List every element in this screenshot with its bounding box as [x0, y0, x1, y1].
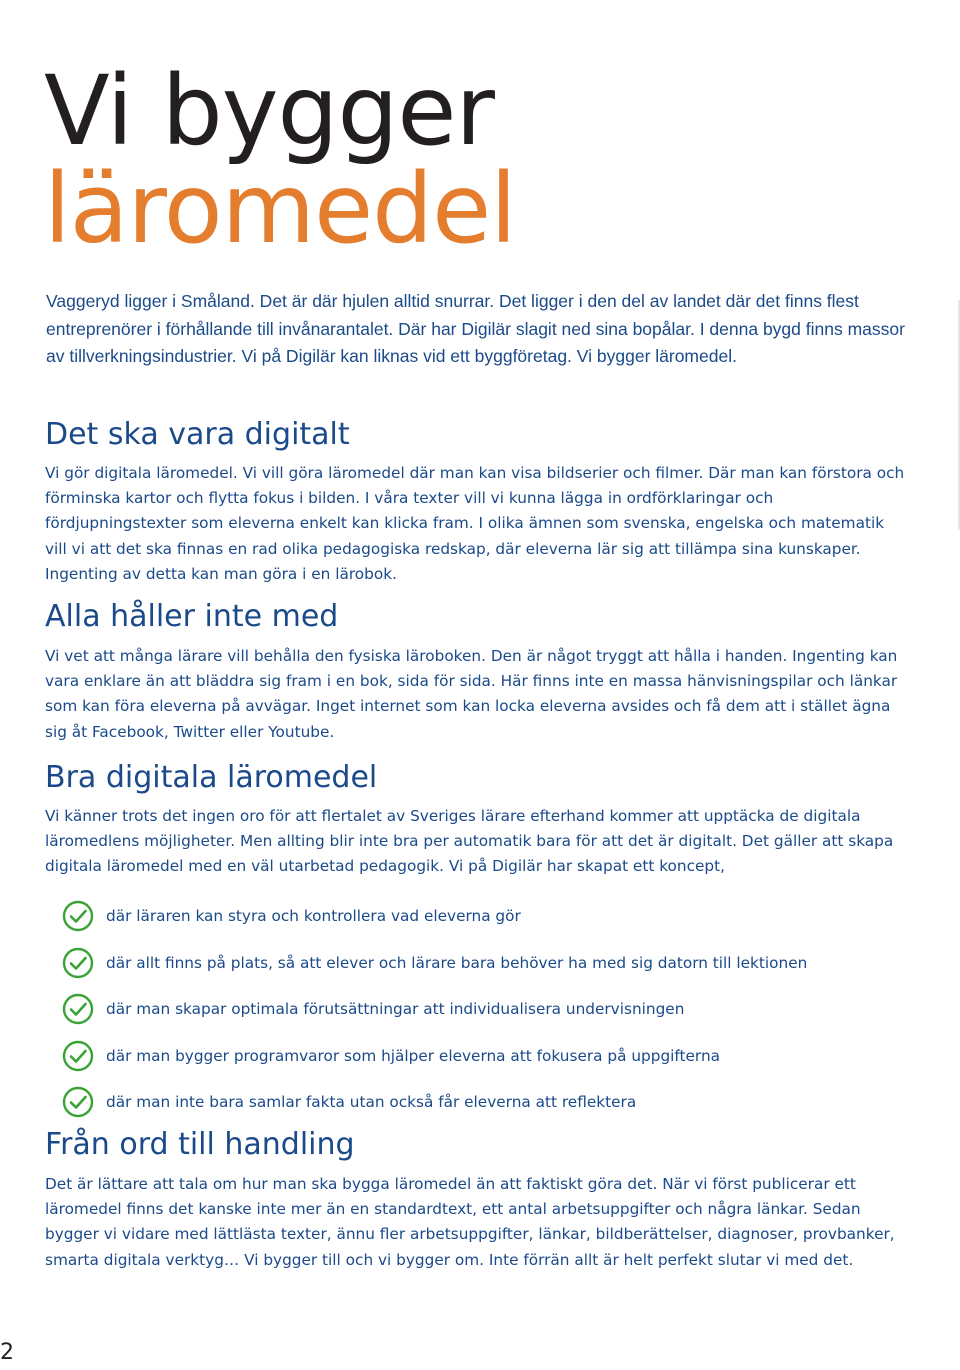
checklist-item — [62, 1033, 862, 1080]
checklist-item-label: där man skapar optimala förutsättningar att individualisera undervisningen — [106, 1000, 685, 1019]
check-circle-icon — [62, 1040, 94, 1072]
check-circle-icon — [62, 993, 94, 1025]
section-heading-alla-haller: Alla håller inte med — [45, 599, 339, 634]
checklist-item — [62, 940, 862, 987]
checklist-item — [62, 1079, 862, 1126]
checklist-item-label: där man bygger programvaror som hjälper eleverna att fokusera på uppgifterna — [106, 1046, 721, 1065]
checklist-item-label: där man inte bara samlar fakta utan också får eleverna att reflektera — [106, 1093, 637, 1112]
checklist-item — [62, 893, 862, 940]
section-body-digitalt: Vi gör digitala läromedel. Vi vill göra läromedel där man kan visa bildserier och filmer. Där man kan förstora och förminska kartor och flytta fokus i bilden. I våra texter vill vi kunna lägga in ordförklaringar och fördjupningstexter som eleverna enkelt kan klicka fram. I olika ämnen som svenska, engelska och matematik vill vi att det ska finnas en rad olika pedagogiska redskap, där eleverna lär sig att tillämpa sina kunskaper. Ingenting av detta kan man göra i en lärobok. — [45, 464, 905, 583]
section-heading-fran-ord: Från ord till handling — [45, 1127, 355, 1162]
page-number: 2 — [0, 1340, 14, 1365]
section-heading-bra-digitala: Bra digitala läromedel — [45, 760, 378, 795]
check-circle-icon — [62, 1086, 94, 1118]
page-title-line-1: Vi bygger — [44, 55, 494, 167]
check-circle-icon — [62, 947, 94, 979]
checklist-item-label: där läraren kan styra och kontrollera vad eleverna gör — [106, 907, 521, 926]
check-circle-icon — [62, 900, 94, 932]
concept-checklist — [62, 893, 862, 1126]
page-title — [44, 55, 516, 265]
checklist-item — [62, 986, 862, 1033]
section-heading-digitalt: Det ska vara digitalt — [45, 417, 350, 452]
intro-paragraph: Vaggeryd ligger i Småland. Det är där hjulen alltid snurrar. Det ligger i den del av landet där det finns flest entreprenörer i förhållande till invånarantalet. Där har Digilär slagit ned sina bopålar. I denna bygd finns massor av tillverkningsindustrier. Vi på Digilär kan liknas vid ett byggföretag. Vi bygger läromedel. — [46, 291, 905, 366]
page-title-line-2: läromedel — [44, 153, 516, 265]
section-body-alla-haller: Vi vet att många lärare vill behålla den fysiska läroboken. Den är något tryggt att hålla i handen. Ingenting kan vara enklare än att bläddra sig fram i en bok, sida för sida. Här finns inte en massa hänvisningspilar och länkar som kan föra eleverna på avvägar. Inget internet som kan locka eleverna avsides och få dem att i stället ägna sig åt Facebook, Twitter eller Youtube. — [45, 647, 898, 741]
checklist-item-label: där allt finns på plats, så att elever och lärare bara behöver ha med sig datorn till lektionen — [106, 953, 808, 972]
section-body-fran-ord: Det är lättare att tala om hur man ska bygga läromedel än att faktiskt göra det. När vi först publicerar ett läromedel finns det kanske inte mer än en standardtext, ett antal arbetsuppgifter och några länkar. Sedan bygger vi vidare med lättlästa texter, ännu fler arbetsuppgifter, länkar, bildberättelser, diagnoser, provbanker, smarta digitala verktyg… Vi bygger till och vi bygger om. Inte förrän allt är helt perfekt slutar vi med det. — [45, 1175, 895, 1269]
section-body-bra-digitala: Vi känner trots det ingen oro för att flertalet av Sveriges lärare efterhand kommer att upptäcka de digitala läromedlens möjligheter. Men allting blir inte bra per automatik bara för att det är digitalt. Det gäller att skapa digitala läromedel med en väl utarbetad pedagogik. Vi på Digilär har skapat ett koncept, — [45, 807, 894, 876]
